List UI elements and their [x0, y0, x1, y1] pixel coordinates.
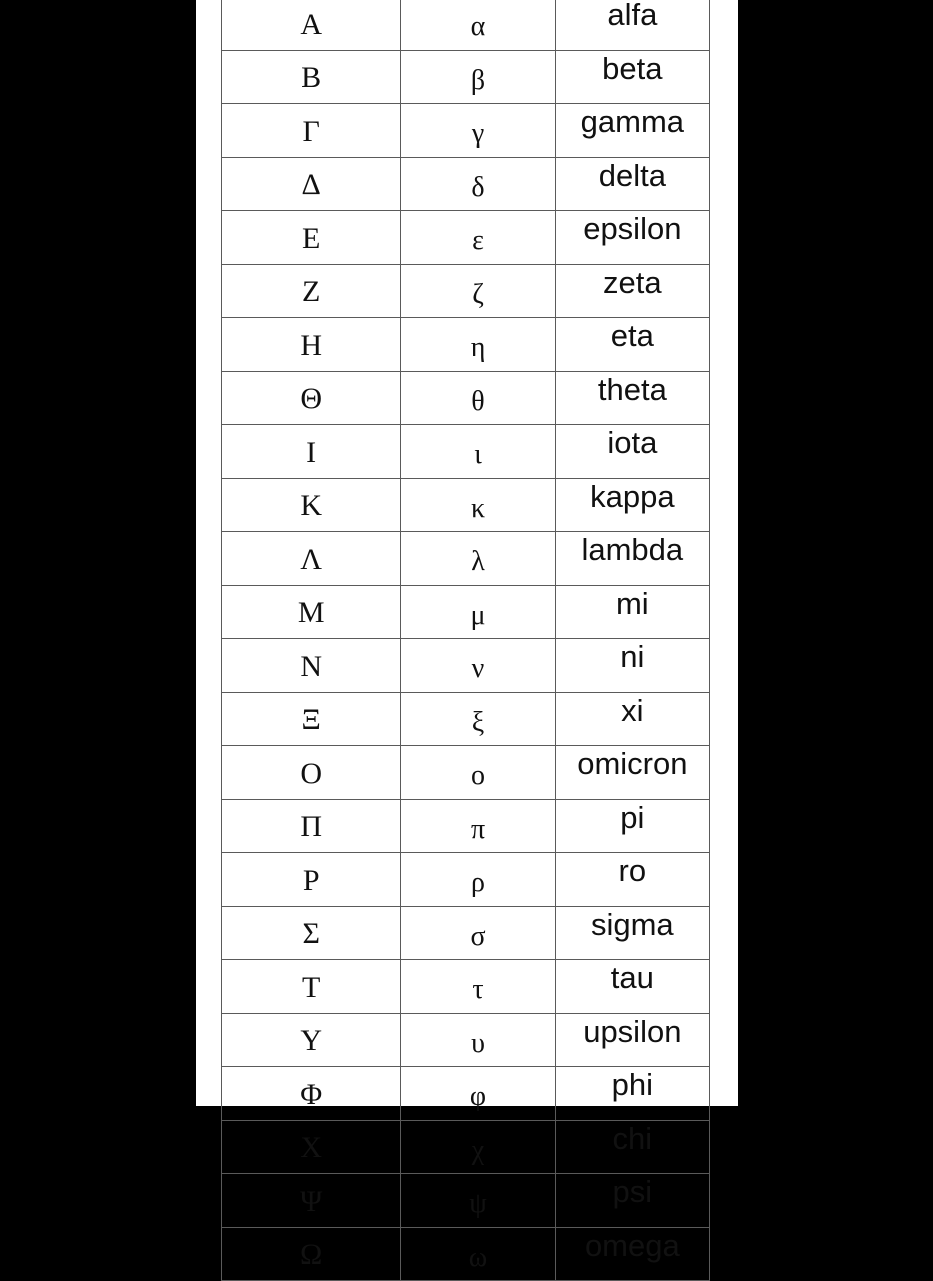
letter-name: delta [555, 157, 709, 211]
table-row [222, 746, 710, 800]
table-row [222, 799, 710, 853]
uppercase-letter: Η [222, 318, 401, 372]
table-row [222, 853, 710, 907]
letter-name: theta [555, 371, 709, 425]
lowercase-letter: υ [401, 1013, 555, 1067]
uppercase-letter: Υ [222, 1013, 401, 1067]
letter-name: epsilon [555, 211, 709, 265]
letter-name: pi [555, 799, 709, 853]
lowercase-letter: ρ [401, 853, 555, 907]
uppercase-letter: Δ [222, 157, 401, 211]
letter-name: xi [555, 692, 709, 746]
table-row [222, 1174, 710, 1228]
uppercase-letter: Ψ [222, 1174, 401, 1228]
letter-name: gamma [555, 104, 709, 158]
table-row [222, 478, 710, 532]
uppercase-letter: Ι [222, 425, 401, 479]
lowercase-letter: τ [401, 960, 555, 1014]
lowercase-letter: ξ [401, 692, 555, 746]
table-row [222, 1013, 710, 1067]
uppercase-letter: Ρ [222, 853, 401, 907]
uppercase-letter: Ξ [222, 692, 401, 746]
uppercase-letter: Τ [222, 960, 401, 1014]
uppercase-letter: Γ [222, 104, 401, 158]
table-row [222, 1067, 710, 1121]
lowercase-letter: φ [401, 1067, 555, 1121]
greek-alphabet-table [221, 0, 710, 1281]
uppercase-letter: Β [222, 50, 401, 104]
letter-name: omega [555, 1227, 709, 1281]
letter-name: mi [555, 585, 709, 639]
uppercase-letter: Φ [222, 1067, 401, 1121]
uppercase-letter: Ο [222, 746, 401, 800]
letter-name: upsilon [555, 1013, 709, 1067]
table-row [222, 1227, 710, 1281]
uppercase-letter: Λ [222, 532, 401, 586]
lowercase-letter: ω [401, 1227, 555, 1281]
lowercase-letter: η [401, 318, 555, 372]
letter-name: zeta [555, 264, 709, 318]
letter-name: lambda [555, 532, 709, 586]
letter-name: chi [555, 1120, 709, 1174]
lowercase-letter: ζ [401, 264, 555, 318]
uppercase-letter: Ω [222, 1227, 401, 1281]
uppercase-letter: Μ [222, 585, 401, 639]
table-row [222, 585, 710, 639]
lowercase-letter: ε [401, 211, 555, 265]
lowercase-letter: μ [401, 585, 555, 639]
lowercase-letter: σ [401, 906, 555, 960]
letter-name: ro [555, 853, 709, 907]
table-row [222, 50, 710, 104]
letter-name: beta [555, 50, 709, 104]
lowercase-letter: γ [401, 104, 555, 158]
lowercase-letter: χ [401, 1120, 555, 1174]
document-page [196, 0, 738, 1273]
letter-name: tau [555, 960, 709, 1014]
letter-name: phi [555, 1067, 709, 1121]
lowercase-letter: π [401, 799, 555, 853]
table-row [222, 692, 710, 746]
table-row [222, 318, 710, 372]
lowercase-letter: δ [401, 157, 555, 211]
table-row [222, 639, 710, 693]
lowercase-letter: θ [401, 371, 555, 425]
uppercase-letter: Π [222, 799, 401, 853]
uppercase-letter: Σ [222, 906, 401, 960]
letter-name: ni [555, 639, 709, 693]
letter-name: kappa [555, 478, 709, 532]
table-body [222, 0, 710, 1281]
uppercase-letter: Ε [222, 211, 401, 265]
lowercase-letter: ψ [401, 1174, 555, 1228]
lowercase-letter: ο [401, 746, 555, 800]
lowercase-letter: ν [401, 639, 555, 693]
lowercase-letter: α [401, 0, 555, 50]
table-row [222, 157, 710, 211]
table-row [222, 1120, 710, 1174]
uppercase-letter: Χ [222, 1120, 401, 1174]
table-row [222, 906, 710, 960]
table-row [222, 0, 710, 50]
table-row [222, 532, 710, 586]
uppercase-letter: Θ [222, 371, 401, 425]
uppercase-letter: Ζ [222, 264, 401, 318]
uppercase-letter: Κ [222, 478, 401, 532]
letter-name: omicron [555, 746, 709, 800]
lowercase-letter: κ [401, 478, 555, 532]
letter-name: eta [555, 318, 709, 372]
letter-name: iota [555, 425, 709, 479]
lowercase-letter: β [401, 50, 555, 104]
table-row [222, 264, 710, 318]
table-row [222, 371, 710, 425]
letter-name: psi [555, 1174, 709, 1228]
table-row [222, 104, 710, 158]
table-row [222, 211, 710, 265]
table-row [222, 960, 710, 1014]
uppercase-letter: Ν [222, 639, 401, 693]
table-row [222, 425, 710, 479]
lowercase-letter: λ [401, 532, 555, 586]
lowercase-letter: ι [401, 425, 555, 479]
letter-name: alfa [555, 0, 709, 50]
letter-name: sigma [555, 906, 709, 960]
uppercase-letter: Α [222, 0, 401, 50]
